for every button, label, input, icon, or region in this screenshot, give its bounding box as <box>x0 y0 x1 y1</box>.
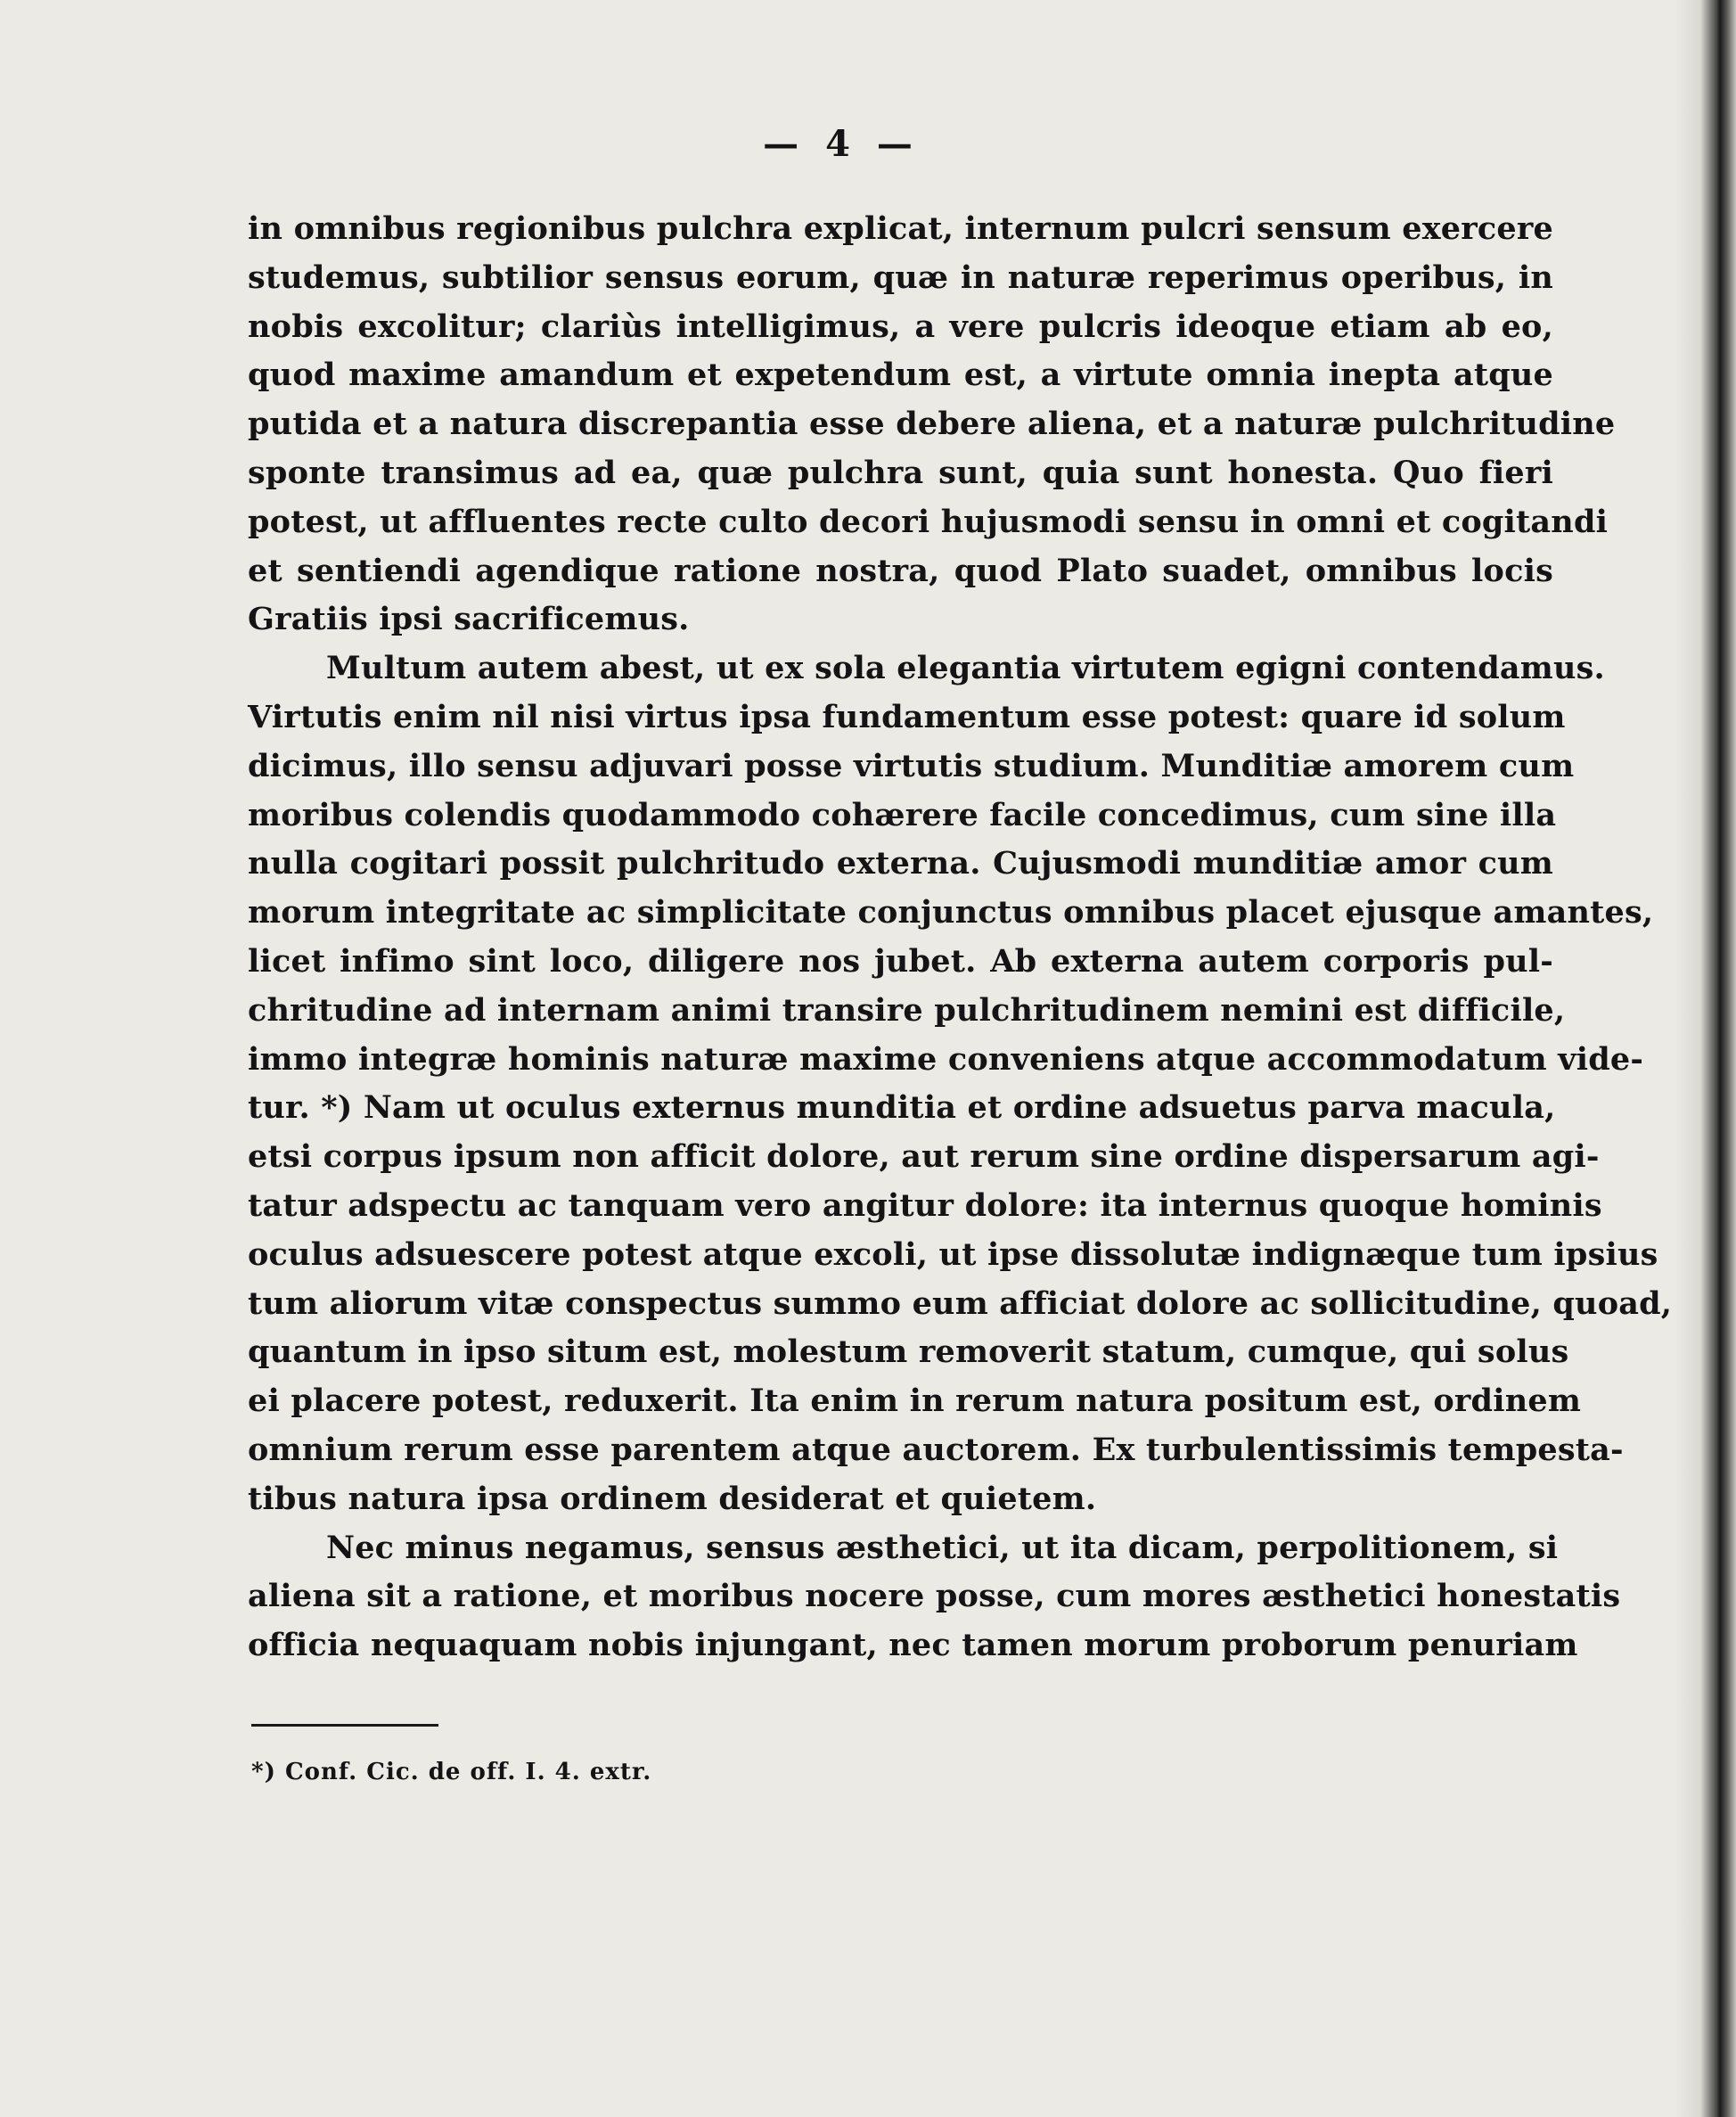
text-line: nobis excolitur; clariùs intelligimus, a vere pulcris ideoque etiam ab eo, <box>248 308 1553 345</box>
text-line: in omnibus regionibus pulchra explicat, internum pulcri sensum exercere <box>248 210 1553 247</box>
text-line: moribus colendis quodammodo cohærere facile concedimus, cum sine illa <box>248 796 1557 833</box>
text-line: studemus, subtilior sensus eorum, quæ in naturæ reperimus operibus, in <box>248 258 1553 296</box>
text-line: tibus natura ipsa ordinem desiderat et quietem. <box>248 1480 1097 1517</box>
text-line: tur. *) Nam ut oculus externus munditia et ordine adsuetus parva macula, <box>248 1089 1556 1127</box>
text-line: Gratiis ipsi sacrificemus. <box>248 601 690 638</box>
text-line: quantum in ipso situm est, molestum removerit statum, cumque, qui solus <box>248 1333 1569 1371</box>
text-line: dicimus, illo sensu adjuvari posse virtutis studium. Munditiæ amorem cum <box>248 747 1575 784</box>
text-line: Multum autem abest, ut ex sola elegantia virtutem egigni contendamus. <box>326 650 1605 687</box>
text-line: Virtutis enim nil nisi virtus ipsa fundamentum esse potest: quare id solum <box>248 698 1566 735</box>
text-line: tatur adspectu ac tanquam vero angitur dolore: ita internus quoque hominis <box>248 1186 1602 1224</box>
footnote: *) Conf. Cic. de off. I. 4. extr. <box>251 1759 652 1785</box>
text-line: quod maxime amandum et expetendum est, a virtute omnia inepta atque <box>248 357 1553 394</box>
text-line: etsi corpus ipsum non afficit dolore, aut rerum sine ordine dispersarum agi- <box>248 1138 1600 1176</box>
text-line: sponte transimus ad ea, quæ pulchra sunt, quia sunt honesta. Quo fieri <box>248 454 1553 491</box>
text-line: Nec minus negamus, sensus æsthetici, ut ita dicam, perpolitionem, si <box>326 1529 1559 1566</box>
text-line: et sentiendi agendique ratione nostra, quod Plato suadet, omnibus locis <box>248 552 1553 589</box>
gutter-shadow <box>1674 0 1700 2117</box>
text-line: chritudine ad internam animi transire pulchritudinem nemini est difficile, <box>248 991 1566 1029</box>
text-line: oculus adsuescere potest atque excoli, ut ipse dissolutæ indignæque tum ipsius <box>248 1235 1658 1273</box>
text-line: putida et a natura discrepantia esse debere aliena, et a naturæ pulchritudine <box>248 406 1616 443</box>
text-line: tum aliorum vitæ conspectus summo eum afficiat dolore ac sollicitudine, quoad, <box>248 1284 1673 1322</box>
text-line: morum integritate ac simplicitate conjunctus omnibus placet ejusque amantes, <box>248 894 1654 931</box>
text-line: licet infimo sint loco, diligere nos jubet. Ab externa autem corporis pul- <box>248 942 1553 980</box>
text-line: potest, ut affluentes recte culto decori hujusmodi sensu in omni et cogitandi <box>248 503 1609 540</box>
text-line: omnium rerum esse parentem atque auctorem. Ex turbulentissimis tempesta- <box>248 1431 1624 1468</box>
footnote-rule <box>251 1724 438 1727</box>
page-number: — 4 — <box>763 123 920 165</box>
text-line: nulla cogitari possit pulchritudo externa. Cujusmodi munditiæ amor cum <box>248 845 1553 882</box>
text-line: aliena sit a ratione, et moribus nocere posse, cum mores æsthetici honestatis <box>248 1578 1621 1615</box>
text-line: ei placere potest, reduxerit. Ita enim in rerum natura positum est, ordinem <box>248 1383 1582 1420</box>
text-line: immo integræ hominis naturæ maxime conveniens atque accommodatum vide- <box>248 1040 1644 1078</box>
book-gutter <box>1700 0 1736 2117</box>
body-text <box>248 205 1673 1670</box>
text-line: officia nequaquam nobis injungant, nec tamen morum proborum penuriam <box>248 1627 1578 1664</box>
